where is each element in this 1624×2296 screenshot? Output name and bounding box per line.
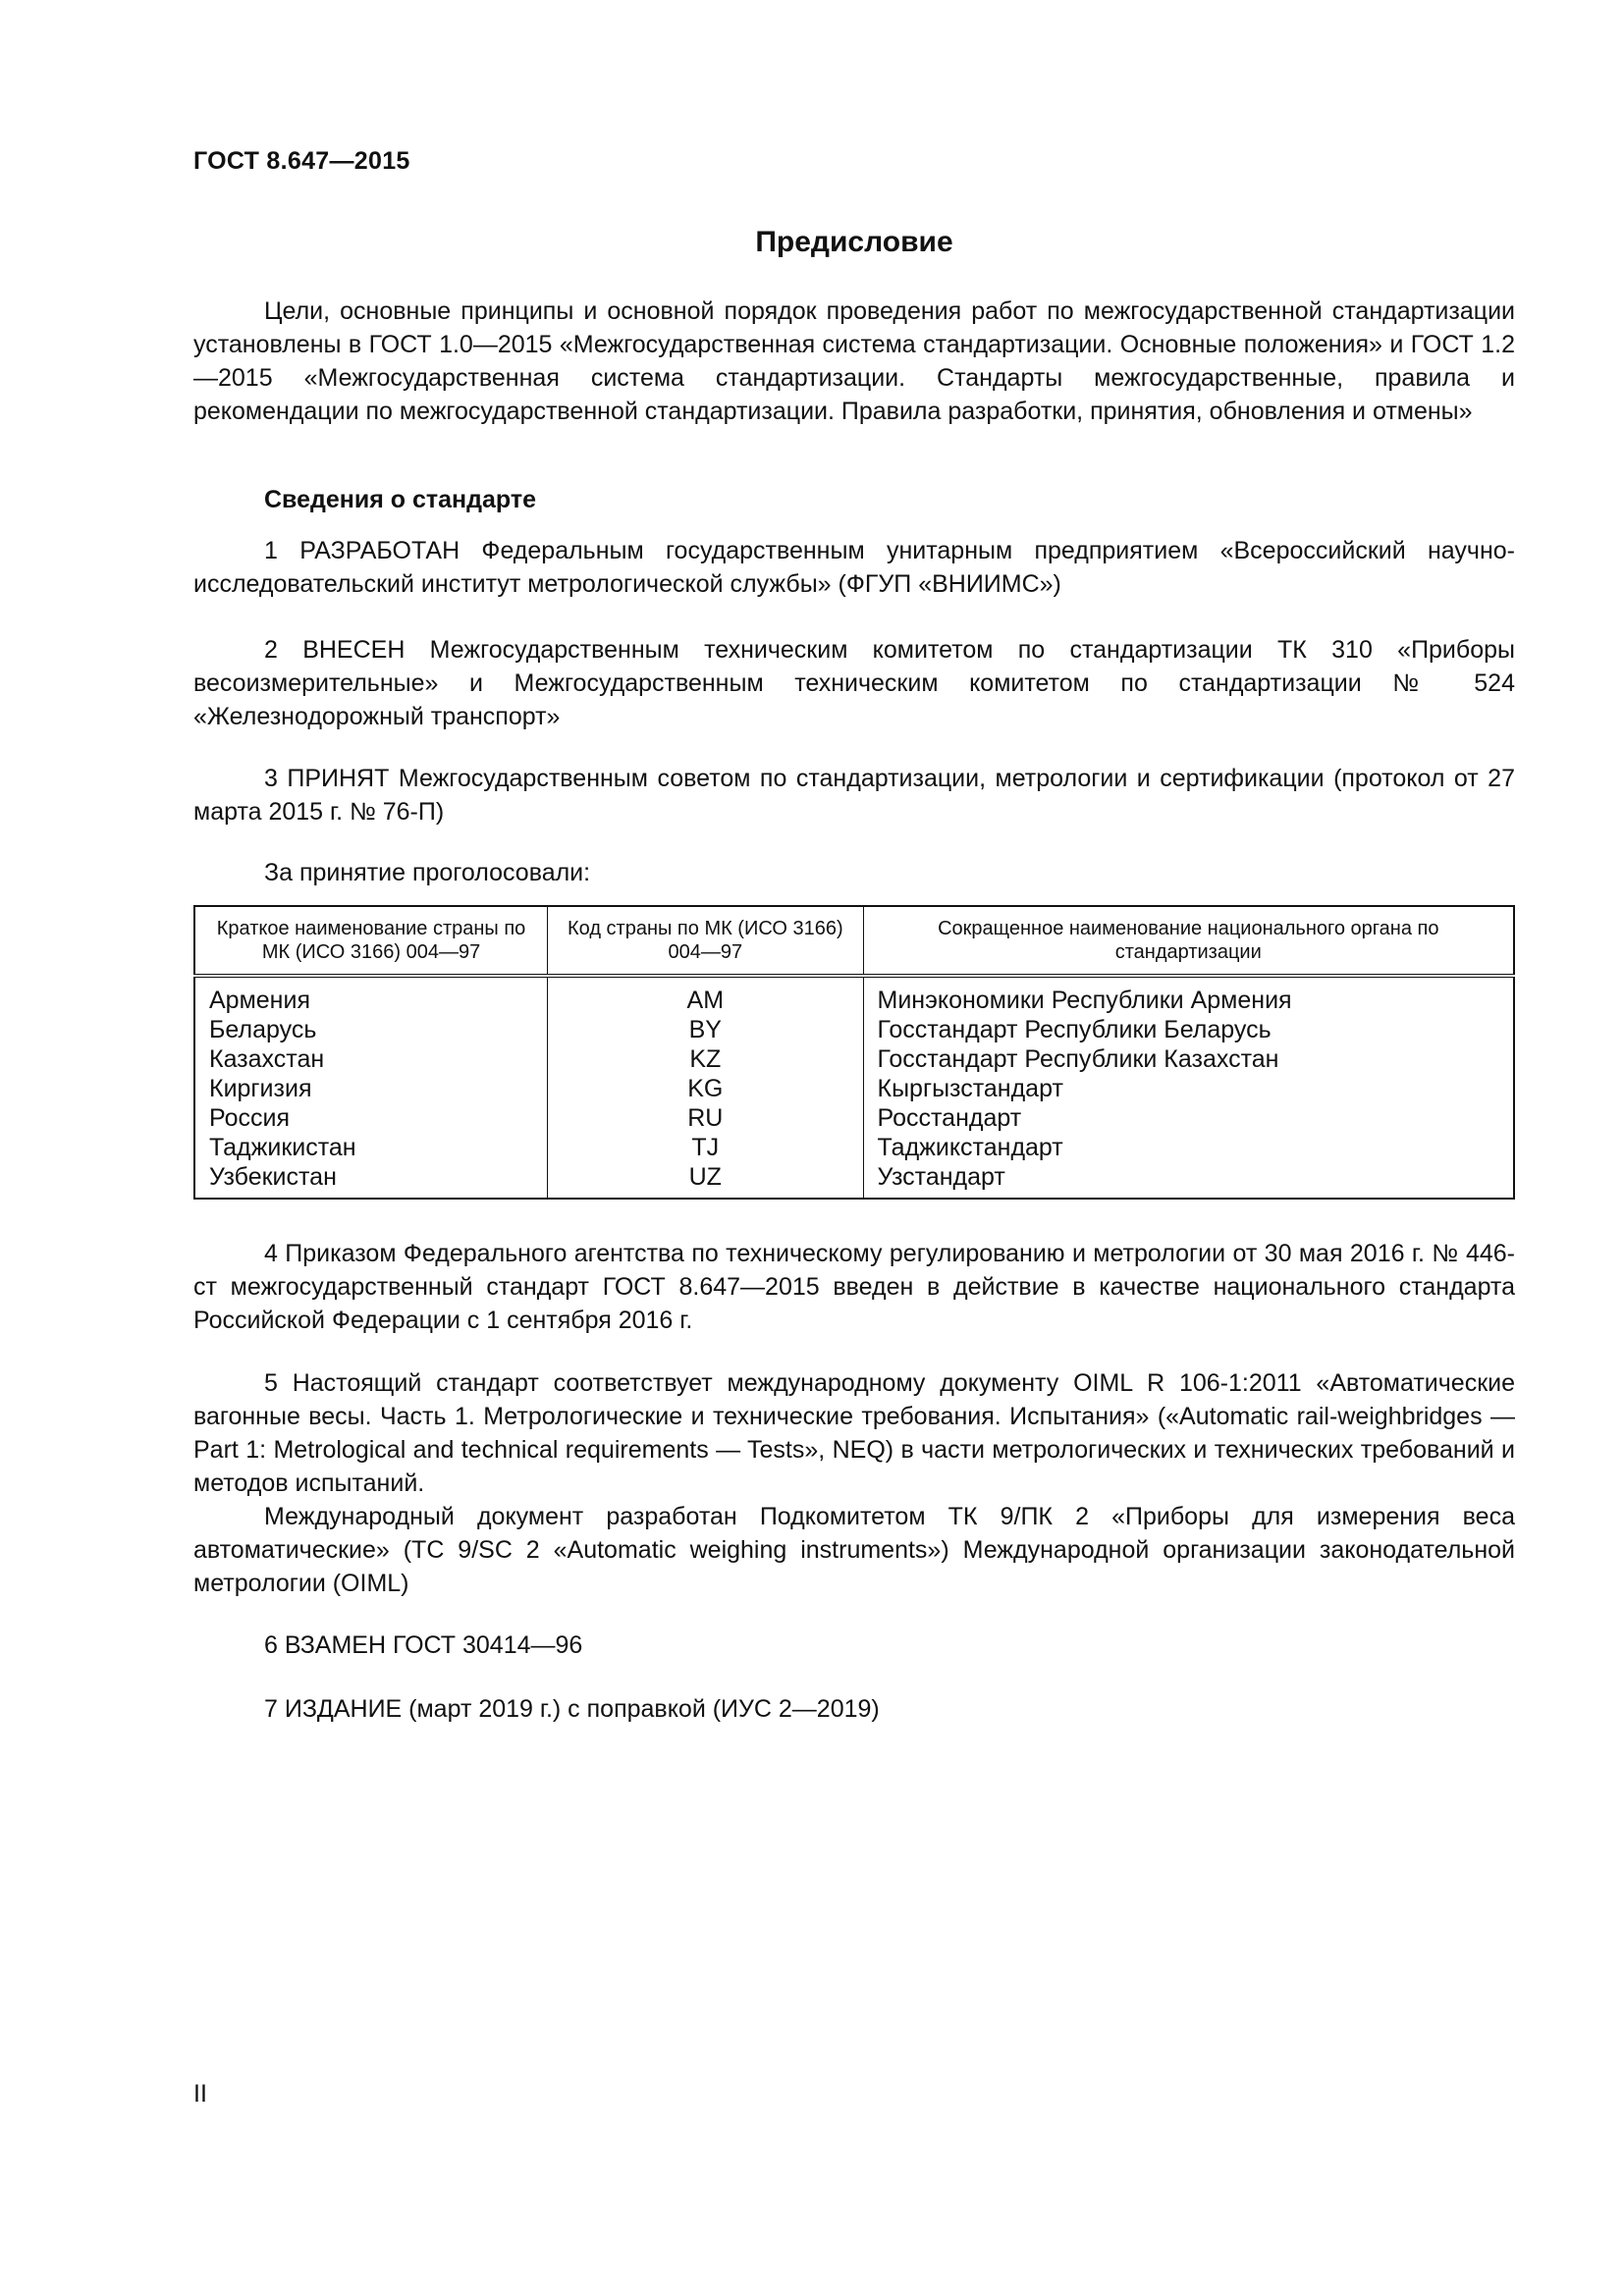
document-page [193, 0, 1515, 2296]
country-cell: Казахстан [194, 1044, 548, 1074]
code-cell: RU [548, 1103, 863, 1133]
table-row [194, 1015, 1514, 1044]
table-header-row [194, 906, 1514, 976]
body-cell: Узстандарт [863, 1162, 1514, 1199]
item-2: 2 ВНЕСЕН Межгосударственным техническим комитетом по стандартизации ТК 310 «Приборы весоизмерительные» и Межгосударственным техническим комитетом по стандартизации № 524 «Железнодорожный транспорт» [193, 636, 1515, 730]
code-cell: KG [548, 1074, 863, 1103]
item-4: 4 Приказом Федерального агентства по техническому регулированию и метрологии от 30 мая 2016 г. № 446-ст межгосударственный стандарт ГОСТ 8.647—2015 введен в действие в качестве национального стандарта Российской Федерации с 1 сентября 2016 г. [193, 1240, 1515, 1334]
body-cell: Минэкономики Республики Армения [863, 976, 1514, 1015]
page-number: II [193, 2080, 207, 2108]
code-cell: AM [548, 976, 863, 1015]
document-header: ГОСТ 8.647—2015 [193, 147, 410, 175]
table-row [194, 1074, 1514, 1103]
body-cell: Госстандарт Республики Беларусь [863, 1015, 1514, 1044]
body-cell: Госстандарт Республики Казахстан [863, 1044, 1514, 1074]
table-row [194, 1133, 1514, 1162]
code-cell: UZ [548, 1162, 863, 1199]
country-cell: Россия [194, 1103, 548, 1133]
code-cell: KZ [548, 1044, 863, 1074]
page-title: Предисловие [755, 226, 953, 258]
item-7: 7 ИЗДАНИЕ (март 2019 г.) с поправкой (ИУС 2—2019) [264, 1695, 880, 1723]
code-cell: BY [548, 1015, 863, 1044]
item-5: 5 Настоящий стандарт соответствует международному документу OIML R 106-1:2011 «Автоматические вагонные весы. Часть 1. Метрологические и технические требования. Испытания» («Automatic rail-weighbridges — Part 1: Metrological and technical requirements — Tests», NEQ) в части метрологических и технических требований и методов испытаний. [193, 1369, 1515, 1497]
table-row [194, 1162, 1514, 1199]
country-cell: Киргизия [194, 1074, 548, 1103]
column-header-body: Сокращенное наименование национального органа по стандартизации [863, 906, 1514, 976]
country-cell: Узбекистан [194, 1162, 548, 1199]
column-header-country: Краткое наименование страны по МК (ИСО 3166) 004—97 [194, 906, 548, 976]
item-6: 6 ВЗАМЕН ГОСТ 30414—96 [264, 1631, 583, 1659]
vote-label: За принятие проголосовали: [264, 859, 591, 886]
body-cell: Таджикстандарт [863, 1133, 1514, 1162]
column-header-code: Код страны по МК (ИСО 3166) 004—97 [548, 906, 863, 976]
table-row [194, 1103, 1514, 1133]
country-cell: Таджикистан [194, 1133, 548, 1162]
section-title: Сведения о стандарте [264, 486, 537, 513]
item-1: 1 РАЗРАБОТАН Федеральным государственным унитарным предприятием «Всероссийский научно-исследовательский институт метрологической службы» (ФГУП «ВНИИМС») [193, 537, 1515, 598]
item-5-note: Международный документ разработан Подкомитетом ТК 9/ПК 2 «Приборы для измерения веса автоматические» (TC 9/SC 2 «Automatic weighing instruments») Международной организации законодательной метрологии (OIML) [193, 1503, 1515, 1597]
table-row [194, 1044, 1514, 1074]
body-cell: Кыргызстандарт [863, 1074, 1514, 1103]
item-3: 3 ПРИНЯТ Межгосударственным советом по стандартизации, метрологии и сертификации (протокол от 27 марта 2015 г. № 76-П) [193, 765, 1515, 826]
country-cell: Беларусь [194, 1015, 548, 1044]
country-cell: Армения [194, 976, 548, 1015]
intro-paragraph: Цели, основные принципы и основной порядок проведения работ по межгосударственной стандартизации установлены в ГОСТ 1.0—2015 «Межгосударственная система стандартизации. Основные положения» и ГОСТ 1.2—2015 «Межгосударственная система стандартизации. Стандарты межгосударственные, правила и рекомендации по межгосударственной стандартизации. Правила разработки, принятия, обновления и отмены» [193, 297, 1515, 425]
table-row [194, 976, 1514, 1015]
voting-table [193, 905, 1515, 1200]
code-cell: TJ [548, 1133, 863, 1162]
body-cell: Росстандарт [863, 1103, 1514, 1133]
